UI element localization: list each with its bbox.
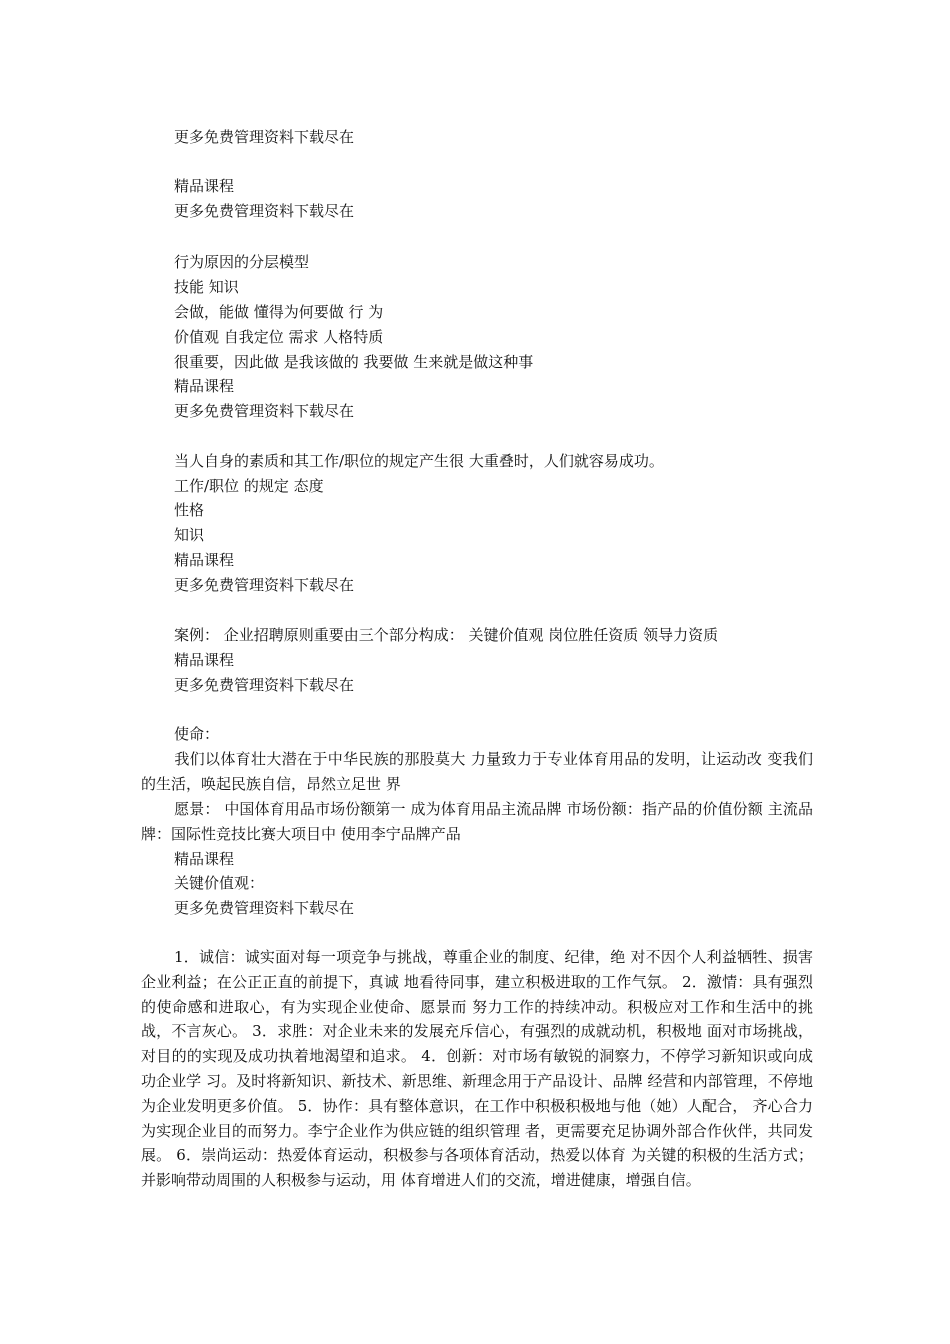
- course-label: 精品课程: [174, 850, 235, 868]
- download-note: 更多免费管理资料下载尽在: [174, 576, 355, 594]
- vision-paragraph: [141, 797, 813, 847]
- text-line: 知识: [174, 526, 205, 544]
- text-line: 当人自身的素质和其工作/职位的规定产生很 大重叠时，人们就容易成功。: [174, 452, 664, 470]
- values-text: 1．诚信：诚实面对每一项竞争与挑战，尊重企业的制度、纪律，绝 对不因个人利益牺牲、损害企业利益；在公正正直的前提下，真诚 地看待同事，建立积极进取的工作气氛。 2．激情：具有强烈的使命感和进取心，有为实现企业使命、愿景而 努力工作的持续冲动。积极应对工作和生活中的挑战，不言灰心。 3．求胜：对企业未来的发展充斥信心，有强烈的成就动机，积极地 面对市场挑战，对目的的实现及成功执着地渴望和追求。 4．创新：对市场有敏锐的洞察力，不停学习新知识或向成功企业学 习。及时将新知识、新技术、新思维、新理念用于产品设计、品牌 经营和内部管理，不停地为企业发明更多价值。 5．协作：具有整体意识，在工作中积极积极地与他（她）人配合， 齐心合力为实现企业目的而努力。李宁企业作为供应链的组织管理 者，更需要充足协调外部合作伙伴，共同发展。 6．崇尚运动：热爱体育运动，积极参与各项体育活动，热爱以体育 为关键的积极的生活方式；并影响带动周围的人积极参与运动，用 体育增进人们的交流，增进健康，增强自信。: [141, 948, 813, 1190]
- text-line: 工作/职位 的规定 态度: [174, 477, 324, 495]
- download-note: 更多免费管理资料下载尽在: [174, 128, 355, 146]
- values-heading: 关键价值观：: [174, 874, 265, 892]
- text-line: 性格: [174, 501, 205, 519]
- case-line: 案例： 企业招聘原则重要由三个部分构成： 关键价值观 岗位胜任资质 领导力资质: [174, 626, 719, 644]
- text-line: 会做，能做 懂得为何要做 行 为: [174, 303, 384, 321]
- mission-heading: 使命：: [174, 725, 220, 743]
- download-note: 更多免费管理资料下载尽在: [174, 676, 355, 694]
- download-note: 更多免费管理资料下载尽在: [174, 202, 355, 220]
- text-line: 价值观 自我定位 需求 人格特质: [174, 328, 384, 346]
- course-label: 精品课程: [174, 551, 235, 569]
- text-line: 技能 知识: [174, 278, 239, 296]
- values-paragraph: [141, 945, 813, 1193]
- mission-text: 我们以体育壮大潜在于中华民族的那股莫大 力量致力于专业体育用品的发明，让运动改 变我们的生活，唤起民族自信，昂然立足世 界: [141, 750, 813, 793]
- course-label: 精品课程: [174, 651, 235, 669]
- download-note: 更多免费管理资料下载尽在: [174, 899, 355, 917]
- mission-paragraph: [141, 747, 813, 797]
- course-label: 精品课程: [174, 177, 235, 195]
- text-line: 很重要，因此做 是我该做的 我要做 生来就是做这种事: [174, 353, 534, 371]
- vision-text: 愿景： 中国体育用品市场份额第一 成为体育用品主流品牌 市场份额：指产品的价值份额 主流品牌：国际性竞技比赛大项目中 使用李宁品牌产品: [141, 800, 813, 843]
- course-label: 精品课程: [174, 377, 235, 395]
- download-note: 更多免费管理资料下载尽在: [174, 402, 355, 420]
- section-heading: 行为原因的分层模型: [174, 253, 310, 271]
